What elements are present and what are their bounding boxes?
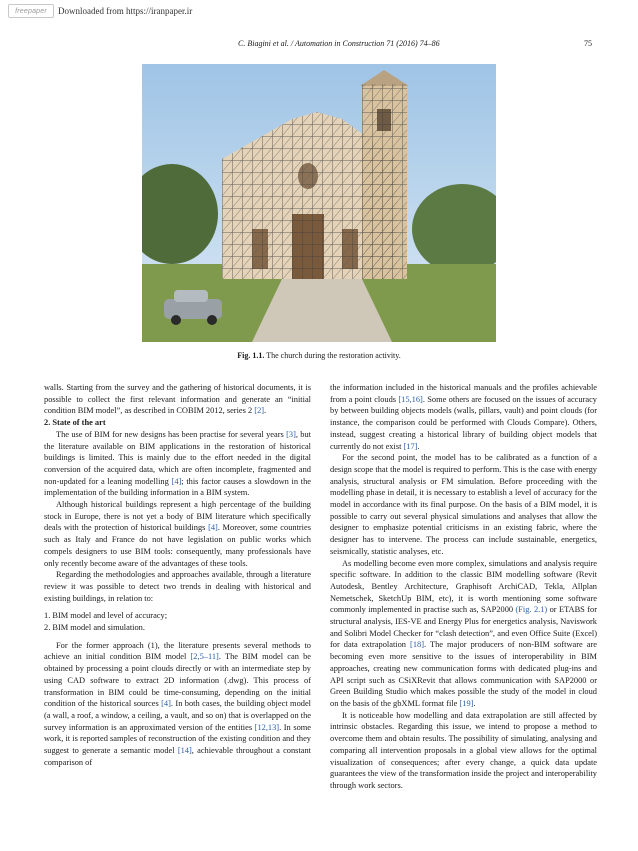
paragraph: The use of BIM for new designs has been practise for several years [3], but the literature available on BIM applications in the restoration of historical buildings is limited. This is mainly due to the effort needed in the digital conversion of the acquired data, which are often incomplete, fragmented and non-updated for a leaning modelling [4]; this factor causes a slowdown in the implementation of the building information in a BIM system. — [44, 429, 312, 498]
citation-link[interactable]: [3] — [286, 429, 296, 439]
citation-link[interactable]: [14] — [177, 746, 192, 756]
figure-label: Fig. 1.1. — [237, 351, 265, 360]
paragraph: the information included in the historical manuals and the profiles achievable from a point clouds [15,16]. Some others are focused on the issues of accuracy by between building objects models (walls, pillars, vault) and point clouds (for instance, the comparison could be performed with Clouds Compare). Others, instead, suggest creating a historical library of building object models that currently do not exist [17]. — [330, 383, 597, 451]
paragraph: It is noticeable how modelling and data extrapolation are still affected by intrinsic obstacles. Regarding this issue, we intend to propose a method to overcome them and obtain results. The possibility of simulating, analysing and comparing all intervention proposals in a global view allows for the optimal visualization of consequences; after every change, a quick data update guarantees the view of the transformation inside the project and interoperability through work sectors. — [330, 710, 597, 790]
paragraph: For the second point, the model has to be calibrated as a function of a design scope that the model is required to perform. This is the case with energy analysis, structural analysis or FM simulation. Before proceeding with the modelling phase in detail, it is necessary to establish a level of accuracy for the model in accordance with its final purpose. On the basis of a BIM model, it is possible to carry out several physical simulations and analyses that allow the designer to emphasize potential criticisms in an existing fabric, where the designer has to intervene. The process can include sustainable, energetics, seismically, statistic analyses, etc. — [330, 453, 597, 556]
list-item: 1. BIM model and level of accuracy; — [44, 611, 168, 621]
figure-church-photo — [142, 64, 496, 342]
numbered-list — [44, 610, 311, 633]
page-number: 75 — [584, 39, 592, 48]
section-heading: 2. State of the art — [44, 418, 106, 428]
paragraph: Although historical buildings represent a high percentage of the building stock in Europe, there is not yet a body of BIM literature which specifically deals with the protection of historical buildings [4]. Moreover, some countries such as Italy and France do not have legislation on public works which compels designers to use BIM tools: consequently, many professionals have only recently become aware of the advantages of these tools. — [44, 500, 311, 568]
watermark — [8, 4, 192, 18]
citation-link[interactable]: [4] — [171, 476, 182, 486]
church-photo-illustration — [142, 64, 496, 342]
right-column — [330, 382, 597, 792]
paragraph: Regarding the methodologies and approaches available, through a literature review it was possible to detect two trends in dealing with historical and existing buildings, in relation to: — [44, 570, 311, 603]
citation-link[interactable]: [18] — [410, 640, 424, 650]
figure-reference-link[interactable]: (Fig. 2.1) — [515, 605, 548, 615]
citation-link[interactable]: [19] — [459, 698, 474, 708]
list-item: 2. BIM model and simulation. — [44, 623, 145, 633]
left-column — [44, 382, 311, 769]
paragraph: For the former approach (1), the literature presents several methods to achieve an initial condition BIM model [2,5–11]. The BIM model can be obtained by processing a point clouds directly or with an intermediate step by using CAD software to extract 2D information (.dwg). This process of transformation in BIM could be time-consuming, depending on the initial condition of the historical sources [4]. In both cases, the building object model (a wall, a roof, a window, a ceiling, a vault, and so on) that is overlapped on the survey information is an approximated version of the entities [12,13]. In some work, it is reported samples of reconstruction of the existing condition and they suggest to generate a semantic model [14], achievable throughout a constant comparison of — [44, 640, 311, 767]
running-head: C. Biagini et al. / Automation in Construction 71 (2016) 74–86 — [238, 39, 440, 48]
paragraph: walls. Starting from the survey and the gathering of historical documents, it is possible to collect the first relevant information and generate an “initial condition BIM model”, as described in COBIM 2012, series 2 [2]. — [44, 383, 311, 416]
citation-link[interactable]: [2,5–11] — [190, 652, 219, 662]
figure-caption-text: The church during the restoration activity. — [266, 351, 401, 360]
citation-link[interactable]: [2] — [254, 406, 265, 416]
watermark-logo-text: freepaper — [15, 7, 47, 15]
watermark-text: Downloaded from https://iranpaper.ir — [58, 6, 193, 16]
page-header — [44, 39, 594, 51]
citation-link[interactable]: [15,16] — [398, 394, 423, 404]
citation-link[interactable]: [4] — [208, 523, 218, 533]
citation-link[interactable]: [17] — [403, 441, 418, 451]
watermark-logo — [8, 4, 54, 18]
paragraph: As modelling become even more complex, simulations and analysis require specific software. In addition to the classic BIM modelling software (Revit Autodesk, Bentley Architecture, Graphisoft ArchiCAD, Tekla, Allplan Nemetschek, SketchUp BIM, etc), it is worth mentioning some software commonly implemented in practise such as, SAP2000 (Fig. 2.1) or ETABS for structural analysis, IES-VE and Energy Plus for energetics analysis, Naviswork and Solibri Model Checker for “clash detection”, and even Office Suite (Excel) for data extrapolation [18]. The major producers of non-BIM software are becoming even more sensitive to the issues of interoperability in BIM approaches, creating new communication forms with dedicated plug-ins and API script such as CSiXRevit that allows communication with SAP2000 or Green Building Studio which makes possible the study of the model in cloud on the basis of the gbXML format file [19]. — [330, 558, 598, 708]
citation-link[interactable]: [12,13] — [254, 722, 280, 732]
citation-link[interactable]: [4] — [161, 699, 171, 709]
figure-caption — [44, 351, 594, 360]
